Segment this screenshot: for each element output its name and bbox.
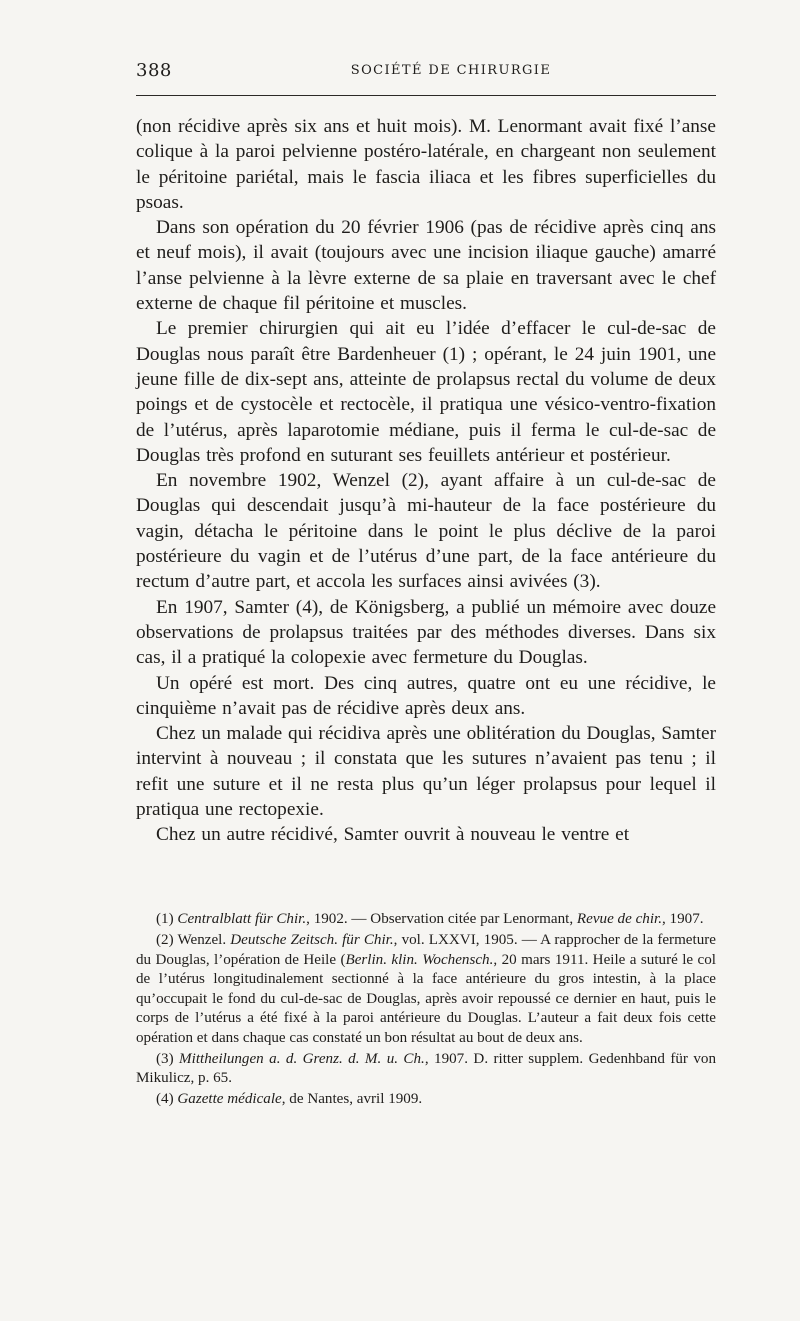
footnote-text: Wenzel. (177, 932, 231, 948)
footnote-source: Mittheilungen a. d. Grenz. d. M. u. Ch. (179, 1050, 425, 1067)
paragraph: Chez un malade qui récidiva après une oblitération du Douglas, Samter intervint à nouveau ; il constata que les sutures n’avaient pas tenu ; il refit une suture et il ne resta plus qu’un léger prolapsus pour lequel il pratiqua une rectopexie. (136, 723, 716, 821)
paragraph: Dans son opération du 20 février 1906 (pas de récidive après cinq ans et neuf mois), il avait (toujours avec une incision iliaque gauche) amarré l’anse pelvienne à la lèvre externe de sa plaie en traversant avec le chef externe de chaque fil péritoine et muscles. (136, 217, 716, 315)
footnote-number: (1) (156, 911, 174, 927)
paragraph: Un opéré est mort. Des cinq autres, quatre ont eu une récidive, le cinquième n’avait pas de récidive après deux ans. (136, 672, 716, 719)
footnote-number: (3) (156, 1050, 174, 1067)
paragraph: En novembre 1902, Wenzel (2), ayant affaire à un cul-de-sac de Douglas qui descendait jusqu’à mi-hauteur de la face postérieure du vagin, détacha le péritoine dans le point le plus déclive de la paroi postérieure du vagin et de l’utérus d’une part, de la face antérieure du rectum d’autre part, et accola les surfaces ainsi avivées (3). (136, 470, 716, 593)
footnote-text: , 1907. (662, 911, 704, 927)
footnote (136, 1090, 716, 1110)
footnote (136, 931, 716, 1048)
paragraph: Chez un autre récidivé, Samter ouvrit à nouveau le ventre et (156, 824, 630, 846)
footnote-text: , de Nantes, avril 1909. (281, 1091, 423, 1107)
footnote-text: , 1902. — Observation citée par Lenormant, (306, 911, 577, 927)
footnote-text: , 20 mars 1911. Heile a suturé le col de l’utérus longitudinalement sectionné à la face antérieure du gros intestin, à la place qu’occupait le fond du cul-de-sac de Douglas, après avoir repoussé ce dernier en haut, puis le corps de l’utérus a été fixé à la paroi antérieure du Douglas. L’auteur a fait deux fois cette opération et dans chaque cas constaté un bon résultat au bout de deux ans. (136, 951, 716, 1046)
page-header (136, 60, 716, 90)
footnote-source: Revue de chir. (576, 911, 662, 927)
paragraph: En 1907, Samter (4), de Königsberg, a publié un mémoire avec douze observations de prolapsus traitées par des méthodes diverses. Dans six cas, il a pratiqué la colopexie avec fermeture du Douglas. (136, 596, 716, 669)
footnote-number: (4) (156, 1091, 174, 1107)
body-text (136, 114, 716, 848)
footnote-source: Deutsche Zeitsch. für Chir. (230, 932, 394, 948)
footnote (136, 910, 716, 930)
footnote-text: , vol. LXXVI, 1905. — A rapprocher de la fermeture du Douglas, l’opération de Heile ( (136, 932, 716, 968)
footnote-source: Gazette médicale (177, 1091, 282, 1107)
header-rule (136, 95, 716, 96)
footnote (136, 1050, 716, 1089)
footnote-source: Berlin. klin. Wochensch. (345, 951, 494, 968)
running-title: SOCIÉTÉ DE CHIRURGIE (350, 63, 552, 78)
paragraph: Le premier chirurgien qui ait eu l’idée d’effacer le cul-de-sac de Douglas nous paraît être Bardenheuer (1) ; opérant, le 24 juin 1901, une jeune fille de dix-sept ans, atteinte de prolapsus rectal du volume de deux poings et de cystocèle et rectocèle, il pratiqua une vésico-ventro-fixation de l’utérus, après laparotomie médiane, puis il ferma le cul-de-sac de Douglas très profond en suturant ses feuillets antérieur et postérieur. (136, 318, 716, 466)
page-number: 388 (136, 60, 172, 81)
footnote-text: , 1907. D. ritter supplem. Gedenhband für von Mikulicz, p. 65. (136, 1050, 716, 1086)
footnote-number: (2) (156, 932, 174, 948)
footnotes (136, 910, 716, 1111)
footnote-source: Centralblatt für Chir. (177, 911, 307, 927)
paragraph: (non récidive après six ans et huit mois). M. Lenormant avait fixé l’anse colique à la paroi pelvienne postéro-latérale, en chargeant non seulement le péritoine pariétal, mais le fascia iliaca et les fibres superficielles du psoas. (136, 116, 716, 213)
